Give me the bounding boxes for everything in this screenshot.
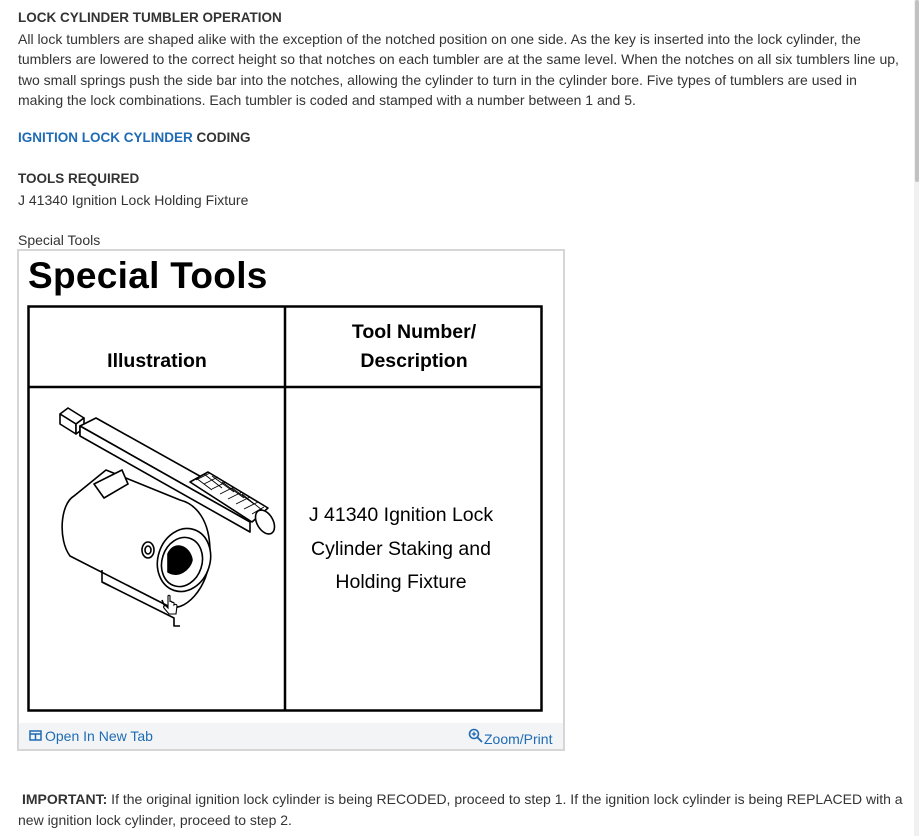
zoom-print-label: Zoom/Print — [484, 731, 553, 747]
tool-description-line2: Cylinder Staking and — [311, 538, 491, 560]
open-tab-icon — [29, 730, 42, 742]
section-heading-tumbler-operation: LOCK CYLINDER TUMBLER OPERATION — [18, 10, 282, 25]
important-note — [18, 789, 903, 831]
section-body-tumbler-operation: All lock tumblers are shaped alike with the exception of the notched position on one side. As the key is inserted into the lock cylinder, the tumblers are lowered to the correct height so that notches on each tumbler are at the same level. When the notches on all six tumblers line up, two small springs push the side bar into the notches, allowing the cylinder to turn in the cylinder bore. Five types of tumblers are used in making the lock combinations. Each tumbler is coded and stamped with a number between 1 and 5. — [18, 30, 899, 108]
zoom-in-icon — [468, 728, 483, 743]
tool-description-line1: J 41340 Ignition Lock — [308, 504, 494, 526]
tool-number-column-header-line2: Description — [360, 350, 468, 372]
tools-required-item: J 41340 Ignition Lock Holding Fixture — [18, 192, 249, 208]
open-in-new-tab-link[interactable] — [29, 728, 153, 744]
important-text: If the original ignition lock cylinder is being RECODED, proceed to step 1. If the ignition lock cylinder is being REPLACED with a new ignition lock cylinder, proceed to step 2. — [18, 791, 903, 828]
lock-holding-fixture-illustration — [50, 400, 280, 640]
coding-heading-text: CODING — [192, 130, 251, 145]
open-in-new-tab-label: Open In New Tab — [45, 728, 153, 744]
figure-title: Special Tools — [28, 255, 268, 296]
ignition-lock-cylinder-link[interactable]: IGNITION LOCK CYLINDER — [18, 130, 193, 145]
tools-required-heading: TOOLS REQUIRED — [18, 171, 140, 186]
illustration-column-header: Illustration — [107, 350, 207, 372]
tool-number-column-header-line1: Tool Number/ — [351, 321, 477, 343]
zoom-print-link[interactable] — [468, 728, 552, 747]
important-label: IMPORTANT: — [22, 791, 108, 807]
tool-description-line3: Holding Fixture — [335, 571, 467, 593]
figure-caption: Special Tools — [18, 232, 101, 248]
